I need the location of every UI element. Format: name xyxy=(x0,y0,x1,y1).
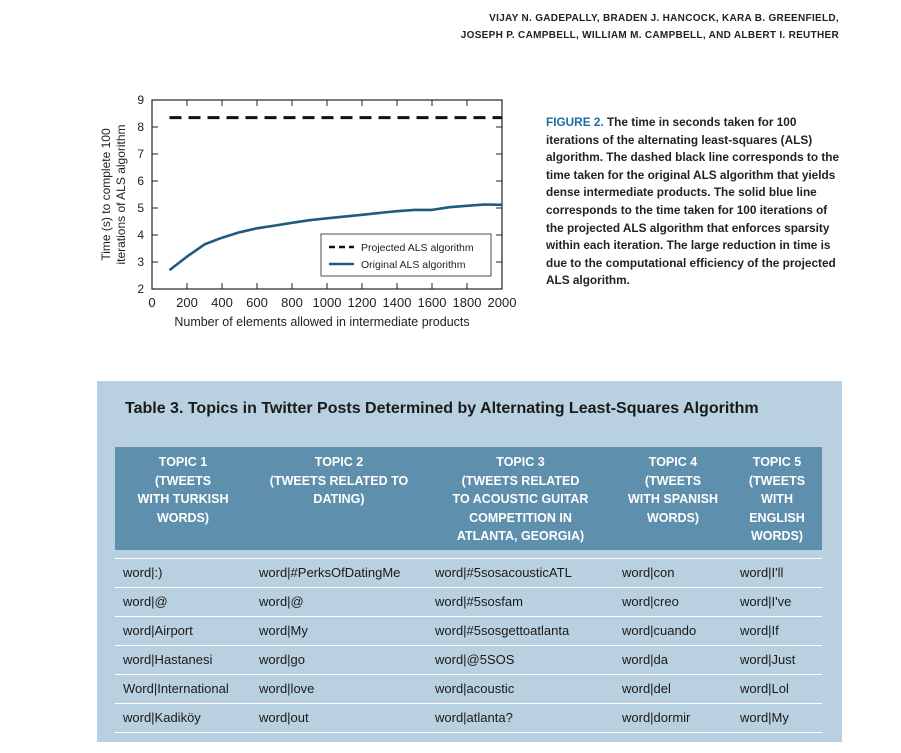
topics-table xyxy=(115,447,822,733)
table-cell: word|#5sosfam xyxy=(427,587,614,616)
y-tick-label: 8 xyxy=(137,120,144,134)
table-header-line: (TWEETS xyxy=(748,473,806,488)
x-tick-label: 2000 xyxy=(487,295,517,310)
table-cell: word|@ xyxy=(251,587,427,616)
table-header-topic-2 xyxy=(251,447,427,550)
table-header-line: (TWEETS RELATED TO xyxy=(269,473,409,488)
legend-entry-label: Original ALS algorithm xyxy=(361,259,466,271)
table-row xyxy=(115,587,822,616)
table-cell: word|go xyxy=(251,645,427,674)
table-cell: word|creo xyxy=(614,587,732,616)
x-tick-label: 1200 xyxy=(347,295,377,310)
table-cell: word|If xyxy=(732,616,822,645)
x-tick-label: 1800 xyxy=(452,295,482,310)
table-cell: word|out xyxy=(251,703,427,732)
x-tick-label: 800 xyxy=(281,295,303,310)
figure-2-chart xyxy=(88,86,528,336)
y-tick-label: 9 xyxy=(137,93,144,107)
table-cell: word|My xyxy=(251,616,427,645)
table-cell: word|acoustic xyxy=(427,674,614,703)
table-cell: word|Just xyxy=(732,645,822,674)
x-tick-label: 600 xyxy=(246,295,268,310)
table-cell: word|atlanta? xyxy=(427,703,614,732)
table-cell: word|I'll xyxy=(732,558,822,587)
y-tick-label: 3 xyxy=(137,255,144,269)
table-header-line: DATING) xyxy=(313,492,365,506)
table-cell: word|Hastanesi xyxy=(115,645,251,674)
table-header-line: WITH SPANISH xyxy=(627,492,719,506)
table-cell: word|Lol xyxy=(732,674,822,703)
x-tick-label: 0 xyxy=(148,295,156,310)
table-header-line: ENGLISH xyxy=(749,510,805,525)
table-header-topic-3 xyxy=(427,447,614,550)
table-header-row xyxy=(115,447,822,550)
table-row xyxy=(115,558,822,587)
author-line-2: JOSEPH P. CAMPBELL, WILLIAM M. CAMPBELL, AND ALBERT I. REUTHER xyxy=(460,30,839,41)
figure-label: FIGURE 2. xyxy=(546,115,604,129)
table-cell: word|#5sosacousticATL xyxy=(427,558,614,587)
y-tick-label: 5 xyxy=(137,201,144,215)
x-tick-label: 400 xyxy=(211,295,233,310)
table-header-line: TOPIC 3 xyxy=(496,455,545,469)
table-row xyxy=(115,645,822,674)
table-cell: word|:) xyxy=(115,558,251,587)
table-header-line: TOPIC 2 xyxy=(314,455,364,469)
y-axis-label-line-2: iterations of ALS algorithm xyxy=(114,124,128,265)
table-header-topic-5 xyxy=(732,447,822,550)
legend-entry-label: Projected ALS algorithm xyxy=(361,242,474,254)
y-tick-label: 2 xyxy=(137,282,144,296)
table-cell: word|Airport xyxy=(115,616,251,645)
author-line-1: VIJAY N. GADEPALLY, BRADEN J. HANCOCK, KARA B. GREENFIELD, xyxy=(489,13,839,24)
table-header-line: (TWEETS RELATED xyxy=(461,473,580,488)
table-cell: word|con xyxy=(614,558,732,587)
y-axis-label-line-1: Time (s) to complete 100 xyxy=(99,128,113,261)
y-tick-label: 7 xyxy=(137,147,144,161)
table-body xyxy=(115,550,822,733)
table-header-topic-4 xyxy=(614,447,732,550)
table-header-line: WITH xyxy=(761,492,793,506)
table-header-line: (TWEETS xyxy=(154,473,212,488)
table-title: Table 3. Topics in Twitter Posts Determined by Alternating Least-Squares Algorithm xyxy=(125,400,759,417)
table-row xyxy=(115,616,822,645)
table-header-line: WORDS) xyxy=(750,529,804,543)
x-tick-label: 200 xyxy=(176,295,198,310)
table-spacer-row xyxy=(115,550,822,559)
table-row xyxy=(115,703,822,732)
table-header-line: WITH TURKISH xyxy=(137,492,229,506)
table-header-line: TOPIC 5 xyxy=(752,455,802,469)
table-cell: word|da xyxy=(614,645,732,674)
table-cell: Word|International xyxy=(115,674,251,703)
table-row xyxy=(115,674,822,703)
table-cell: word|Kadiköy xyxy=(115,703,251,732)
table-header-line: WORDS) xyxy=(646,510,700,525)
table-cell: word|#5sosgettoatlanta xyxy=(427,616,614,645)
x-axis-label: Number of elements allowed in intermediate products xyxy=(174,315,470,329)
y-tick-label: 4 xyxy=(137,228,144,242)
table-header-line: COMPETITION IN xyxy=(469,510,572,525)
x-tick-label: 1400 xyxy=(382,295,412,310)
table-header-line: TOPIC 4 xyxy=(648,455,698,469)
table-cell: word|#PerksOfDatingMe xyxy=(251,558,427,587)
x-tick-label: 1600 xyxy=(417,295,447,310)
table-header-line: TOPIC 1 xyxy=(158,455,208,469)
x-tick-label: 1000 xyxy=(312,295,342,310)
table-cell: word|cuando xyxy=(614,616,732,645)
table-cell: word|@ xyxy=(115,587,251,616)
table-header-line: TO ACOUSTIC GUITAR xyxy=(452,492,589,506)
table-cell: word|love xyxy=(251,674,427,703)
table-cell: word|dormir xyxy=(614,703,732,732)
table-3-panel xyxy=(97,381,842,742)
figure-caption-text: The time in seconds taken for 100 iterations of the alternating least-squares (ALS) algorithm. The dashed black line corresponds to the time taken for the original ALS algorithm that yields dense intermediate products. The solid blue line corresponds to the time taken for 100 iterations of the projected ALS algorithm that enforces sparsity within each iteration. The large reduction in time is due to the computational efficiency of the projected ALS algorithm. xyxy=(546,115,840,288)
table-cell: word|I've xyxy=(732,587,822,616)
table-header-line: (TWEETS xyxy=(644,473,702,488)
table-header-line: WORDS) xyxy=(156,510,210,525)
table-cell: word|@5SOS xyxy=(427,645,614,674)
figure-caption xyxy=(546,114,846,290)
table-header-line: ATLANTA, GEORGIA) xyxy=(456,529,585,543)
table-header-topic-1 xyxy=(115,447,251,550)
y-tick-label: 6 xyxy=(137,174,144,188)
author-byline xyxy=(319,10,839,44)
table-cell: word|del xyxy=(614,674,732,703)
table-cell: word|My xyxy=(732,703,822,732)
